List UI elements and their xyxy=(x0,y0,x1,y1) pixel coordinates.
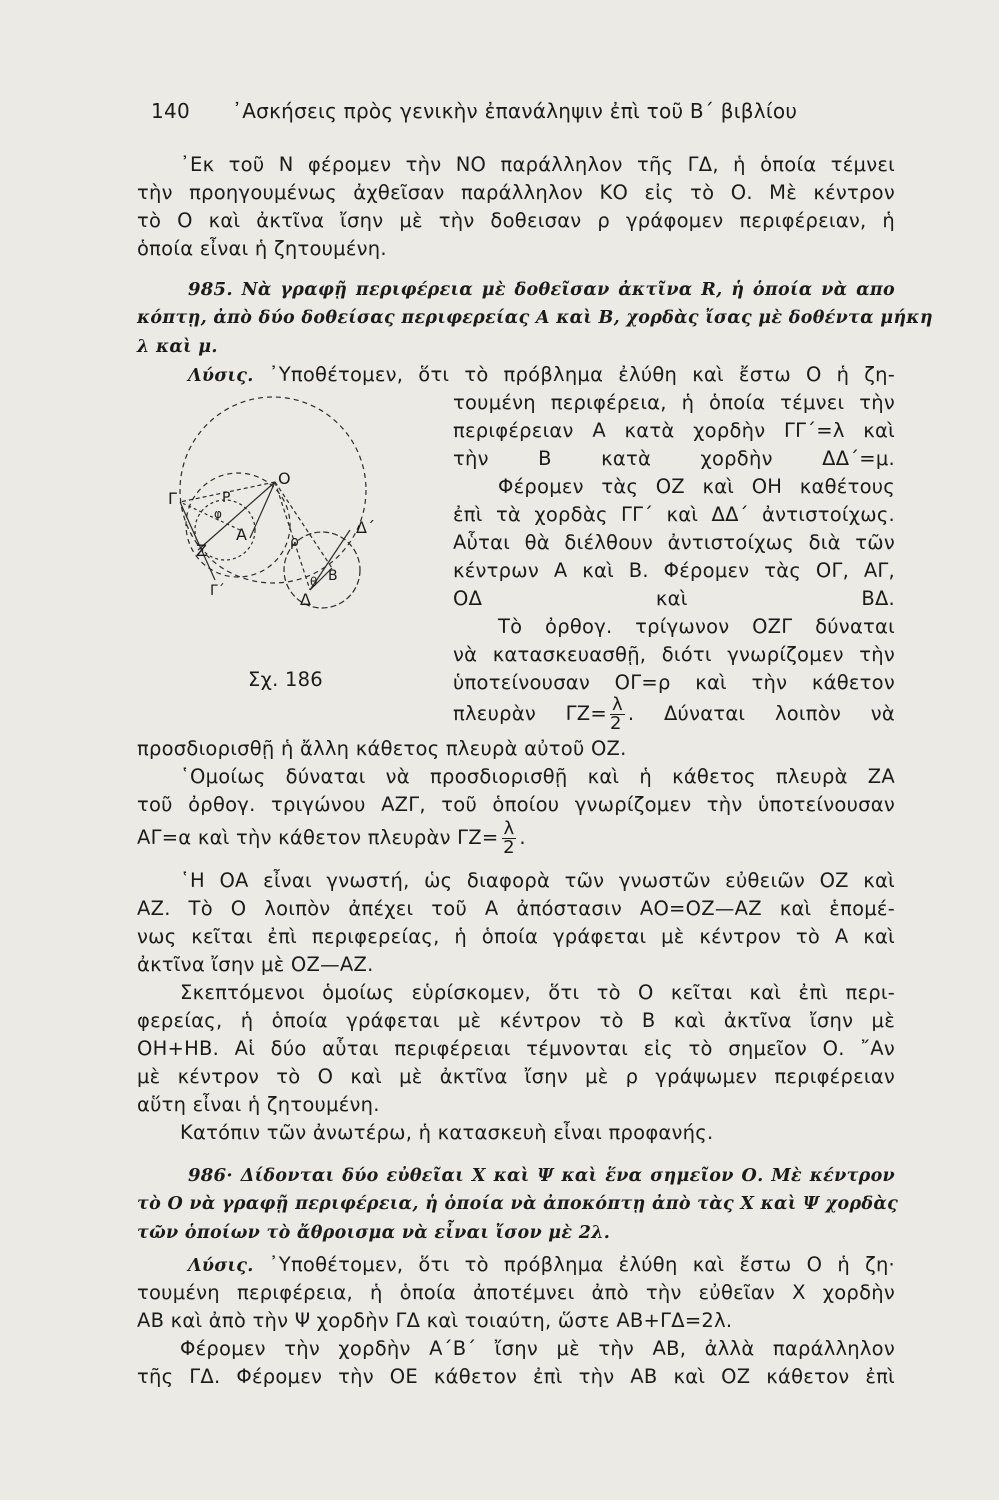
label-rho: ρ xyxy=(290,534,299,550)
solution-986-text: ᾿Υποθέτομεν, ὅτι τὸ πρόβλημα ἐλύθη καὶ ἔστω Ο ἡ ζη· xyxy=(268,1253,896,1276)
label-b: Β xyxy=(328,568,338,584)
label-theta: θ xyxy=(310,575,318,589)
solution-986-first-line xyxy=(188,1252,895,1279)
line-rho xyxy=(250,482,275,538)
right-col-6: Αὗται θὰ διέλθουν ἀντιστοίχως διὰ τῶν xyxy=(453,531,895,554)
solution-986-label: Λύσις. xyxy=(188,1256,254,1276)
problem-986-line-1 xyxy=(188,1162,895,1189)
frac-line-2-after: . xyxy=(519,826,526,849)
body2-9: αὕτη εἶναι ἡ ζητουμένη. xyxy=(137,1093,380,1116)
label-phi: φ xyxy=(214,507,222,521)
intro-line-3: τὸ Ο καὶ ἀκτῖνα ἴσην μὲ τὴν δοθεισαν ρ γράφομεν περιφέρειαν, ἡ xyxy=(137,209,895,232)
right-col-4: Φέρομεν τὰς ΟΖ καὶ ΟΗ καθέτους xyxy=(498,475,895,498)
body2-3: νως κεῖται ἐπὶ περιφερείας, ἡ ὁποία γράφεται μὲ κέντρον τὸ Α καὶ xyxy=(137,925,895,948)
circle-o xyxy=(180,397,366,583)
solution-985-first-line xyxy=(188,362,895,389)
solution-986-5: τῆς ΓΔ. Φέρομεν τὴν ΟΕ κάθετον ἐπὶ τὴν ΑΒ καὶ ΟΖ κάθετον ἐπὶ xyxy=(137,1365,895,1388)
right-col-11: ὑποτείνουσαν ΟΓ=ρ καὶ τὴν κάθετον xyxy=(453,671,895,694)
body2-1: ῾Η ΟΑ εἶναι γνωστή, ὡς διαφορὰ τῶν γνωστῶν εὐθειῶν ΟΖ καὶ xyxy=(180,869,895,892)
problem-986-number: 986· xyxy=(188,1165,233,1186)
label-z: Ζ xyxy=(196,541,207,560)
body2-8: μὲ κέντρον τὸ Ο καὶ μὲ ἀκτῖνα ἴσην μὲ ρ γράψωμεν περιφέρειαν xyxy=(137,1065,895,1088)
label-gamma-prime: Γ΄ xyxy=(210,583,225,599)
problem-986-statement-1: Δίδονται δύο εὐθεῖαι Χ καὶ Ψ καὶ ἕνα σημεῖον Ο. Μὲ κέντρον xyxy=(240,1166,895,1186)
problem-985-number: 985. xyxy=(188,279,233,300)
solution-986-4: Φέρομεν τὴν χορδὴν Α΄Β΄ ἴσην μὲ τὴν ΑΒ, ἀλλὰ παράλληλον xyxy=(180,1337,895,1360)
label-gamma: Γ xyxy=(168,489,177,508)
label-p: Ρ xyxy=(222,490,231,506)
running-title: ᾿Ασκήσεις πρὸς γενικὴν ἐπανάληψιν ἐπὶ τοῦ Β΄ βιβλίου xyxy=(232,99,798,123)
problem-986-statement-3: τῶν ὁποίων τὸ ἄθροισμα νὰ εἶναι ἴσον μὲ 2λ. xyxy=(137,1223,611,1243)
label-a: Α xyxy=(236,525,247,544)
label-o: Ο xyxy=(278,469,291,488)
problem-986-statement-2: τὸ Ο νὰ γραφῇ περιφέρεια, ἡ ὁποία νὰ ἀποκόπτῃ ἀπὸ τὰς Χ καὶ Ψ χορδὰς xyxy=(137,1194,899,1214)
right-col-5: ἐπὶ τὰ χορδὰς ΓΓ΄ καὶ ΔΔ΄ ἀντιστοίχως. xyxy=(453,503,895,526)
fraction-lambda-over-2: $\frac{\lambda}{2}$ xyxy=(609,694,623,734)
problem-985-statement-3: λ καὶ μ. xyxy=(137,337,218,357)
solution-986-3: ΑΒ καὶ ἀπὸ τὴν Ψ χορδὴν ΓΔ καὶ τοιαύτη, ὥστε ΑΒ+ΓΔ=2λ. xyxy=(137,1309,733,1332)
body2-10: Κατόπιν τῶν ἀνωτέρω, ἡ κατασκευὴ εἶναι προφανής. xyxy=(180,1121,714,1144)
page-number: 140 xyxy=(151,99,190,123)
figure-caption: Σχ. 186 xyxy=(248,668,323,691)
problem-985-statement-2: κόπτῃ, ἀπὸ δύο δοθείσας περιφερείας Α καὶ Β, χορδὰς ἴσας μὲ δοθέντα μήκη xyxy=(137,308,933,328)
solution-985-text: ᾿Υποθέτομεν, ὅτι τὸ πρόβλημα ἐλύθη καὶ ἔστω Ο ἡ ζη- xyxy=(268,363,896,386)
line-a-gamma xyxy=(180,502,240,530)
figure-186 xyxy=(160,390,450,620)
body2-5: Σκεπτόμενοι ὁμοίως εὑρίσκομεν, ὅτι τὸ Ο κεῖται καὶ ἐπὶ περι- xyxy=(180,981,895,1004)
body2-7: ΟΗ+ΗΒ. Αἱ δύο αὗται περιφέρειαι τέμνονται εἰς τὸ σημεῖον Ο. ῎Αν xyxy=(137,1037,895,1060)
body-3: τοῦ ὀρθογ. τριγώνου ΑΖΓ, τοῦ ὁποίου γνωρίζομεν τὴν ὑποτείνουσαν xyxy=(137,793,895,816)
right-col-1: τουμένη περιφέρεια, ἡ ὁποία τέμνει τὴν xyxy=(453,391,895,414)
body-1: προσδιορισθῇ ἡ ἄλλη κάθετος πλευρὰ αὐτοῦ ΟΖ. xyxy=(137,737,627,760)
solution-985-label: Λύσις. xyxy=(188,366,254,386)
right-col-9: Τὸ ὀρθογ. τρίγωνον ΟΖΓ δύναται xyxy=(498,615,895,638)
problem-985-line-1 xyxy=(188,276,895,303)
body-2: ῾Ομοίως δύναται νὰ προσδιορισθῇ καὶ ἡ κάθετος πλευρὰ ΖΑ xyxy=(180,765,895,788)
intro-line-2: τὴν προηγουμένως ἀχθεῖσαν παράλληλον ΚΟ εἰς τὸ Ο. Μὲ κέντρον xyxy=(137,181,895,204)
label-delta: Δ xyxy=(300,590,311,609)
frac-line-1 xyxy=(453,694,895,734)
right-col-10: νὰ κατασκευασθῇ, διότι γνωρίζομεν τὴν xyxy=(453,643,895,666)
intro-line-4: ὁποία εἶναι ἡ ζητουμένη. xyxy=(137,237,387,260)
frac-line-1-before: πλευρὰν ΓΖ= xyxy=(453,702,607,725)
line-o-b xyxy=(275,482,332,568)
frac-line-2-before: ΑΓ=α καὶ τὴν κάθετον πλευρὰν ΓΖ= xyxy=(137,826,499,849)
right-col-2: περιφέρειαν Α κατὰ χορδὴν ΓΓ΄=λ καὶ xyxy=(453,419,895,442)
body2-4: ἀκτῖνα ἴσην μὲ ΟΖ—ΑΖ. xyxy=(137,953,374,976)
frac-line-1-after: . Δύναται λοιπὸν νὰ xyxy=(627,702,895,725)
body2-6: φερείας, ἡ ὁποία γράφεται μὲ κέντρον τὸ Β καὶ ἀκτῖνα ἴσην μὲ xyxy=(137,1009,895,1032)
fraction-lambda-over-2-b: $\frac{\lambda}{2}$ xyxy=(503,818,515,858)
problem-985-statement-1: Νὰ γραφῇ περιφέρεια μὲ δοθεῖσαν ἀκτῖνα R, ἡ ὁποία νὰ απο xyxy=(241,280,895,300)
intro-line-1: ᾿Εκ τοῦ Ν φέρομεν τὴν ΝΟ παράλληλον τῆς ΓΔ, ἡ ὁποία τέμνει xyxy=(180,153,895,176)
right-col-3: τὴν Β κατὰ χορδὴν ΔΔ΄=μ. xyxy=(453,447,895,470)
frac-line-2 xyxy=(137,818,526,858)
body2-2: ΑΖ. Τὸ Ο λοιπὸν ἀπέχει τοῦ Α ἀπόστασιν ΑΟ=ΟΖ—ΑΖ καὶ ἑπομέ- xyxy=(137,897,895,920)
label-delta-prime: Δ΄ xyxy=(356,518,375,537)
right-col-7: κέντρων Α καὶ Β. Φέρομεν τὰς ΟΓ, ΑΓ, xyxy=(453,559,895,582)
right-col-8: ΟΔ καὶ ΒΔ. xyxy=(453,587,895,610)
solution-986-2: τουμένη περιφέρεια, ἡ ὁποία ἀποτέμνει ἀπὸ τὴν εὐθεῖαν Χ χορδὴν xyxy=(137,1281,895,1304)
